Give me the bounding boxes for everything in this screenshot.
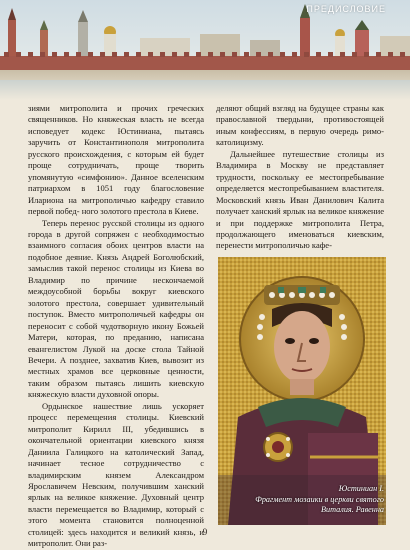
- header-panorama: [0, 0, 410, 100]
- caption-title: Юстиниан I.: [338, 484, 384, 493]
- image-caption: [250, 484, 384, 516]
- running-head: ПРЕДИСЛОВИЕ: [306, 4, 386, 14]
- paragraph: Ордынское нашествие лишь ускоряет процесс перемещения столицы. Киевский митрополит Кирилл III, убедившись в окончательной ориентации киевского князя Даниила Галицкого на католический Запад, начинает тесное сотрудничество с владимирским князем Александром Ярославичем Невским, получившим ханский ярлык на великое княжение. Духовный центр власти перемещается во Владимир, который с этого момента становится полноценной столицей: здесь находится и великий князь, и митрополит. Они раз-: [28, 400, 204, 549]
- paragraph: зиями митрополита и прочих греческих священников. Но княжеская власть не всегда исповедует кодекс Юстиниана, пытаясь заручить от Константинополя митрополита русского происхождения, с которым ей будет проще сотрудничать, проще творить упомянутую «симфонию». Данное вселенским патриархом в 1051 году благословение Илариона на митрополичью кафедру ставило первой побед- ного золотого престола в Киеве.: [28, 103, 204, 217]
- paragraph: деляют общий взгляд на будущее страны как православной твердыни, противостоящей иным конфессиям, в первую очередь римо-католицизму.: [216, 103, 384, 148]
- caption-description: Фрагмент мозаики в церкви святого Виталия. Равенна: [255, 494, 384, 514]
- left-text-column: [28, 103, 204, 550]
- paragraph: Дальнейшее путешествие столицы из Владимира в Москву не представляет трудности, поскольку ее местопребывание определяется местопребыванием властителя. Московский князь Иван Данилович Калита получает ханский ярлык на великое княжение и при поддержке митрополита Петра, продолжающего именоваться киевским, перенести митрополичью кафе-: [216, 148, 384, 251]
- kremlin-panorama-illustration: [0, 0, 410, 100]
- right-text-column: [216, 103, 384, 252]
- paragraph: Теперь перенос русской столицы из одного города в другой сопряжен с необходимостью взаимного согласия обоих центров власти на подобное деяние. Князь Андрей Боголюбский, замыслив такой перенос столицы из Киева во Владимир по причине нескончаемой междоусобной борьбы вокруг киевского золотого престола, совершает удивительный поступок. Вместо митрополичьей кафедры он переносит с собой чудотворную икону Божьей Матери, которая, по преданию, написана евангелистом Лукой на доске стола Тайной Вечери. А позднее, захватив Киев, вывозит из местных храмов все церковные ценности, таким образом пытаясь лишить киевскую княжескую власти духовной опоры.: [28, 217, 204, 400]
- page-number: 9: [202, 527, 208, 537]
